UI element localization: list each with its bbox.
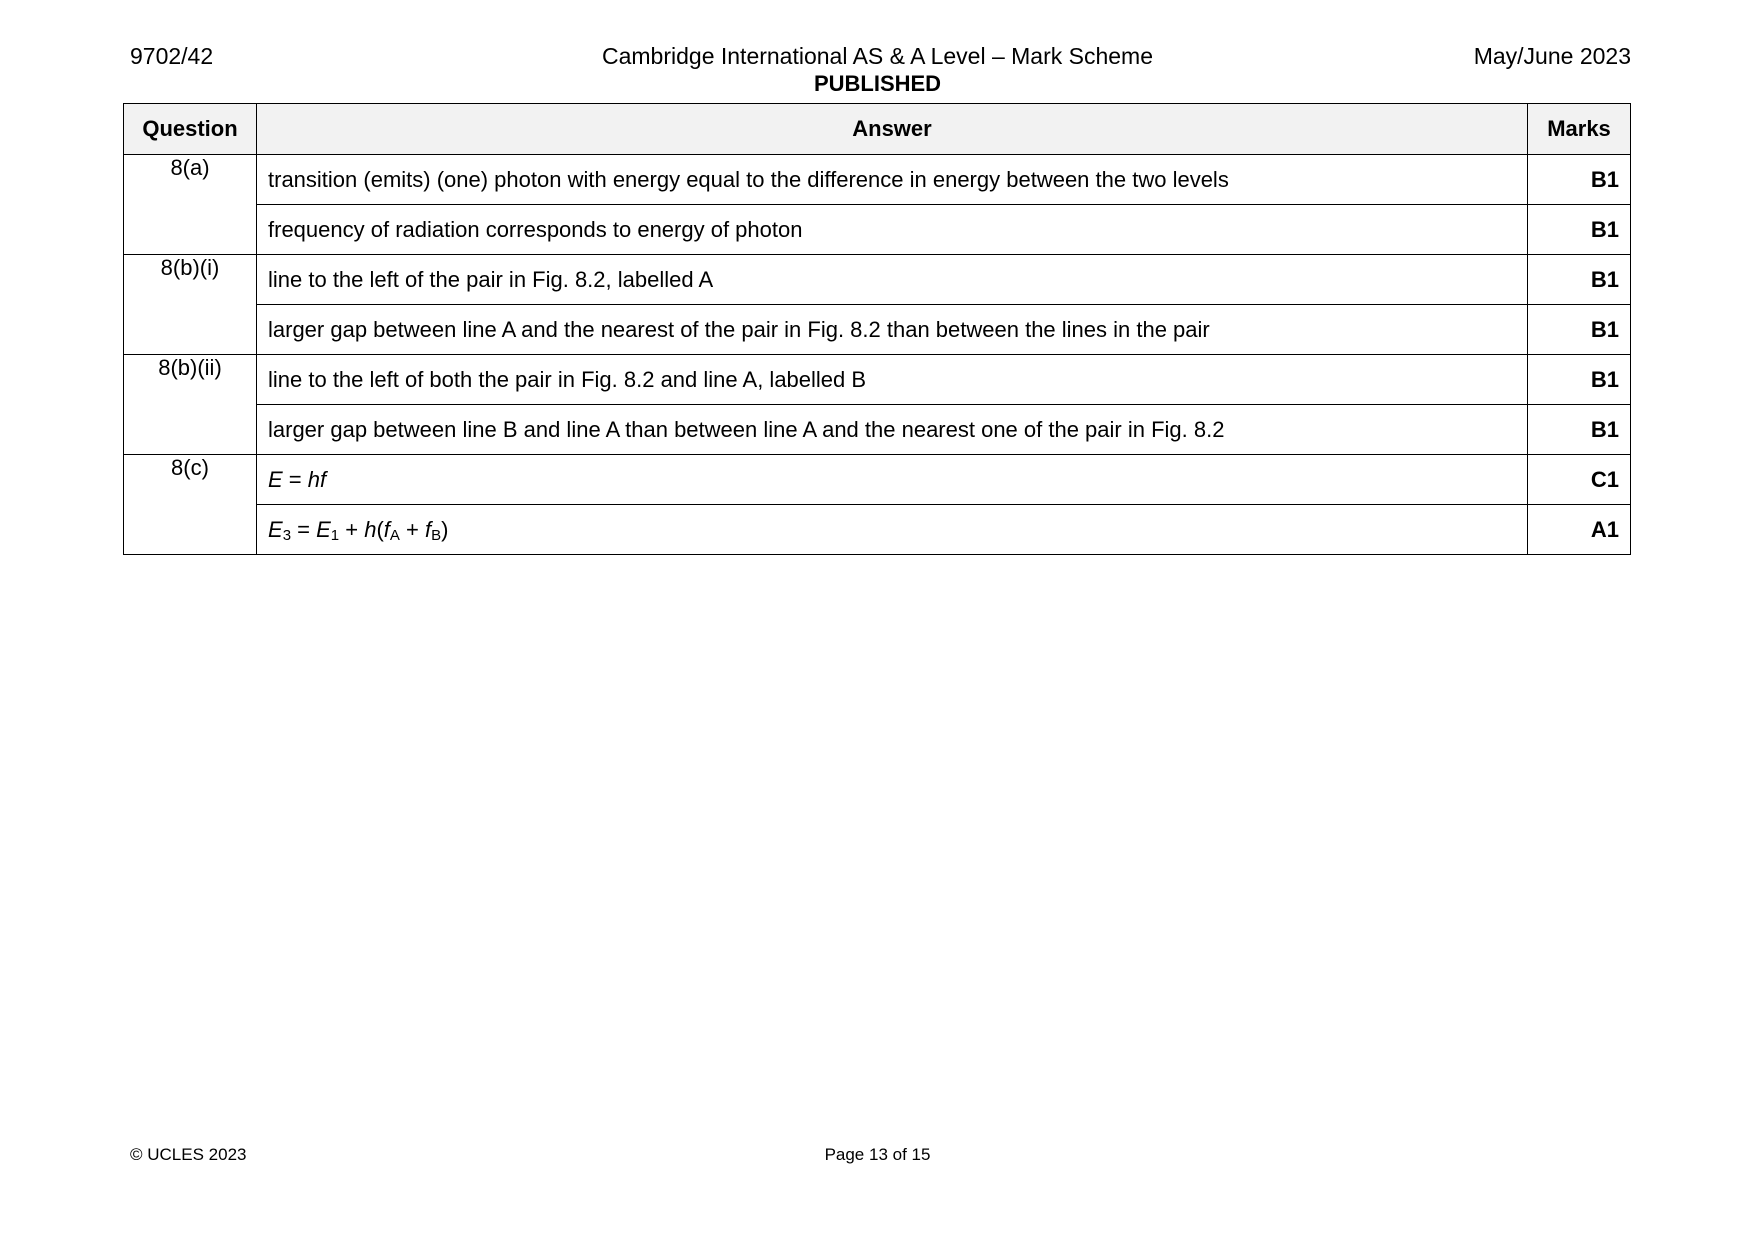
formula-answer: E = hf — [257, 455, 1528, 505]
mark-code: B1 — [1528, 355, 1631, 405]
answer-text: line to the left of both the pair in Fig. 8.2 and line A, labelled B — [257, 355, 1528, 405]
mark-code: C1 — [1528, 455, 1631, 505]
table-header-row — [124, 104, 1631, 155]
copyright-notice: © UCLES 2023 — [130, 1145, 247, 1164]
paper-code: 9702/42 — [130, 43, 214, 69]
table-row — [124, 455, 1631, 505]
published-label: PUBLISHED — [813, 71, 942, 96]
mark-code: B1 — [1528, 205, 1631, 255]
mark-code: B1 — [1528, 405, 1631, 455]
question-number: 8(c) — [124, 455, 257, 555]
table-row — [124, 205, 1631, 255]
mark-code: B1 — [1528, 255, 1631, 305]
column-header-marks: Marks — [1528, 104, 1631, 155]
mark-code: A1 — [1528, 505, 1631, 555]
mark-code: B1 — [1528, 305, 1631, 355]
page-number: Page 13 of 15 — [824, 1145, 931, 1164]
document-title: Cambridge International AS & A Level – Mark Scheme — [601, 43, 1154, 69]
column-header-answer: Answer — [257, 104, 1528, 155]
table-row — [124, 305, 1631, 355]
table-row — [124, 405, 1631, 455]
formula-answer: $E_3 = E_1 + h(f_A + f_B)$ — [257, 505, 1528, 555]
answer-text: larger gap between line B and line A than between line A and the nearest one of the pair in Fig. 8.2 — [257, 405, 1528, 455]
question-number: 8(b)(ii) — [124, 355, 257, 455]
table-row — [124, 155, 1631, 205]
exam-session: May/June 2023 — [1473, 43, 1631, 69]
question-number: 8(a) — [124, 155, 257, 255]
question-number: 8(b)(i) — [124, 255, 257, 355]
column-header-question: Question — [124, 104, 257, 155]
answer-text: larger gap between line A and the nearest of the pair in Fig. 8.2 than between the lines in the pair — [257, 305, 1528, 355]
answer-text: frequency of radiation corresponds to energy of photon — [257, 205, 1528, 255]
table-row — [124, 255, 1631, 305]
mark-code: B1 — [1528, 155, 1631, 205]
answer-text: transition (emits) (one) photon with energy equal to the difference in energy between the two levels — [257, 155, 1528, 205]
answer-text: line to the left of the pair in Fig. 8.2, labelled A — [257, 255, 1528, 305]
table-row — [124, 505, 1631, 555]
table-row — [124, 355, 1631, 405]
mark-scheme-table — [123, 103, 1631, 555]
